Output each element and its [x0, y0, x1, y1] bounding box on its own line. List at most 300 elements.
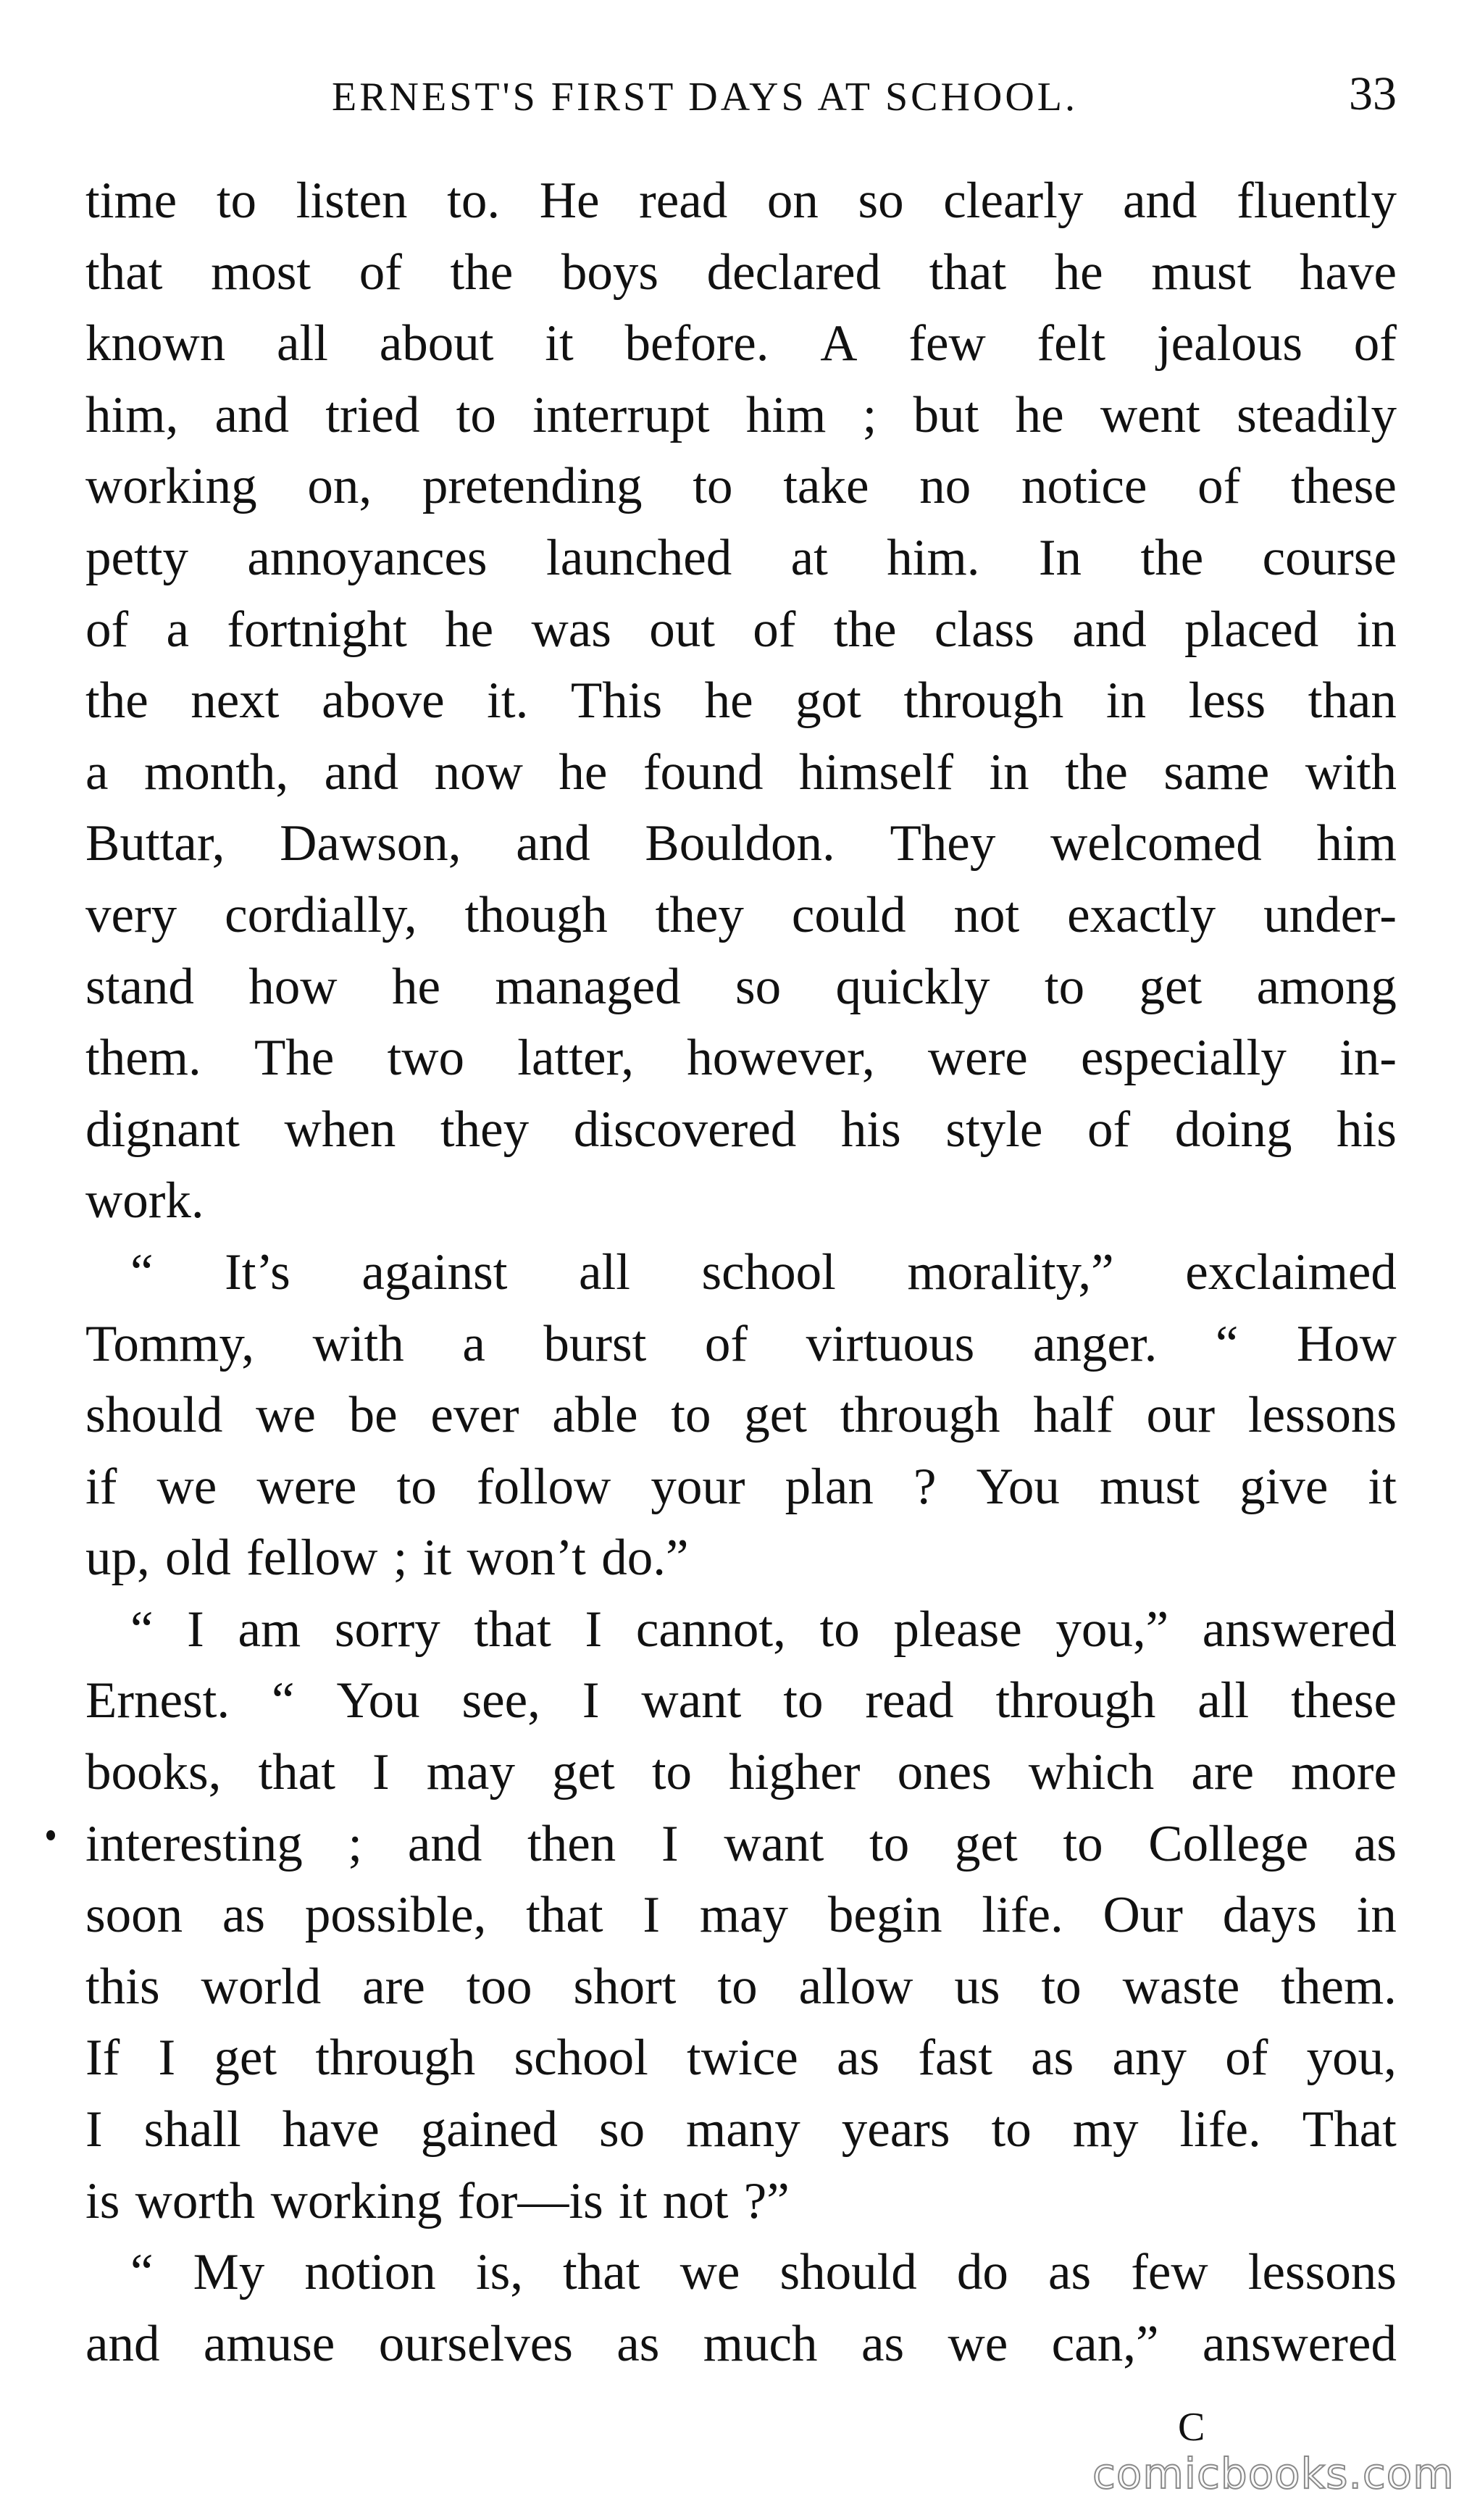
text-word: known	[85, 315, 226, 372]
text-word: do.”	[601, 1530, 689, 1587]
text-word: am	[238, 1601, 301, 1658]
text-word: same	[1163, 743, 1270, 801]
text-word: to	[819, 1601, 860, 1658]
text-word: to	[396, 1458, 437, 1515]
text-word: It’s	[225, 1243, 290, 1301]
text-word: give	[1239, 1458, 1329, 1515]
text-word: to	[693, 458, 733, 515]
text-word: read	[639, 172, 728, 229]
text-word: they	[655, 886, 744, 943]
text-word: Dawson,	[280, 815, 461, 872]
text-word: it	[1368, 1458, 1397, 1515]
text-line	[85, 1522, 1397, 1594]
text-word: of	[1197, 458, 1241, 515]
text-word: are	[362, 1958, 425, 2015]
text-word: You	[976, 1458, 1060, 1515]
text-word: he	[1054, 243, 1103, 301]
text-word: answered	[1202, 2315, 1397, 2372]
text-line	[85, 1237, 1397, 1309]
text-word: How	[1296, 1315, 1397, 1372]
text-word: They	[890, 815, 996, 872]
text-word: we	[156, 1458, 217, 1515]
text-word: as	[616, 2315, 660, 2372]
text-word: through	[840, 1387, 1000, 1444]
text-word: to	[1063, 1815, 1103, 1872]
text-word: working	[85, 458, 257, 515]
text-word: so	[598, 2101, 645, 2158]
text-word: to.	[447, 172, 501, 229]
text-line	[85, 1951, 1397, 2023]
text-word: then	[527, 1815, 616, 1872]
text-word: we	[679, 2244, 740, 2301]
text-line	[85, 1594, 1397, 1666]
text-word: through	[903, 672, 1064, 730]
text-line	[85, 1094, 1397, 1166]
text-word: were	[256, 1458, 357, 1515]
text-word: of	[753, 601, 796, 658]
text-word: If	[85, 2029, 120, 2087]
text-word: under-	[1263, 886, 1397, 943]
text-word: however,	[687, 1030, 875, 1087]
text-word: “	[130, 1601, 154, 1658]
text-line	[85, 1808, 1397, 1880]
text-word: short	[573, 1958, 677, 2015]
text-word: his	[1337, 1101, 1397, 1158]
text-word: pretending	[422, 458, 643, 515]
text-word: of	[1353, 315, 1397, 372]
text-word: and	[516, 815, 590, 872]
text-word: with	[1305, 743, 1397, 801]
text-word: in-	[1339, 1030, 1397, 1087]
text-word: course	[1262, 529, 1397, 586]
text-word: were	[927, 1030, 1028, 1087]
text-word: it.	[487, 672, 529, 730]
text-word: as	[837, 2029, 880, 2087]
text-word: with	[312, 1315, 404, 1372]
text-word: to	[869, 1815, 910, 1872]
text-word: about	[379, 315, 494, 372]
text-word: ones	[897, 1744, 992, 1801]
text-word: won’t	[467, 1530, 586, 1587]
text-word: working	[270, 2172, 443, 2229]
watermark: comicbooks.com	[1092, 2449, 1455, 2498]
text-word: these	[1291, 458, 1397, 515]
text-word: A	[820, 315, 858, 372]
text-word: a	[462, 1315, 485, 1372]
text-word: them.	[1281, 1958, 1397, 2015]
text-word: doing	[1174, 1101, 1292, 1158]
text-word: we	[256, 1387, 316, 1444]
text-word: at	[790, 529, 828, 586]
text-word: out	[649, 601, 715, 658]
text-word: it	[422, 1530, 452, 1587]
text-word: want	[724, 1815, 824, 1872]
text-word: especially	[1081, 1030, 1287, 1087]
text-word: that	[474, 1601, 551, 1658]
text-word: dignant	[85, 1101, 240, 1158]
text-word: as	[1031, 2029, 1074, 2087]
text-word: that	[526, 1887, 603, 1944]
text-word: get	[954, 1815, 1018, 1872]
text-word: all	[1197, 1672, 1250, 1730]
text-word: he	[704, 672, 753, 730]
text-word: anger.	[1032, 1315, 1158, 1372]
text-word: days	[1222, 1887, 1317, 1944]
text-word: fluently	[1237, 172, 1397, 229]
text-word: fortnight	[227, 601, 407, 658]
text-word: is	[85, 2172, 120, 2229]
text-word: half	[1033, 1387, 1113, 1444]
text-word: world	[201, 1958, 322, 2015]
text-word: must	[1151, 243, 1252, 301]
text-line	[85, 1022, 1397, 1094]
text-word: interrupt	[532, 386, 710, 443]
text-word: the	[1065, 743, 1128, 801]
text-word: This	[570, 672, 663, 730]
text-word: be	[348, 1387, 398, 1444]
text-word: he	[391, 958, 440, 1015]
text-word: boys	[561, 243, 658, 301]
text-word: not	[953, 886, 1020, 943]
text-word: to	[991, 2101, 1032, 2158]
text-word: work.	[85, 1172, 204, 1230]
page-number: 33	[1349, 67, 1397, 120]
text-word: “	[1215, 1315, 1239, 1372]
text-word: as	[861, 2315, 905, 2372]
text-word: they	[440, 1101, 530, 1158]
text-word: him.	[887, 529, 980, 586]
text-word: I	[661, 1815, 679, 1872]
running-title: ERNEST'S FIRST DAYS AT SCHOOL.	[332, 75, 1078, 120]
text-word: answered	[1202, 1601, 1397, 1658]
text-word: “	[130, 2244, 154, 2301]
text-word: through	[995, 1672, 1156, 1730]
text-word: so	[735, 958, 782, 1015]
text-word: tried	[325, 386, 420, 443]
text-word: us	[954, 1958, 1000, 2015]
text-word: style	[945, 1101, 1043, 1158]
text-word: and	[85, 2315, 160, 2372]
text-word: waste	[1122, 1958, 1240, 2015]
text-word: all	[579, 1243, 630, 1301]
text-word: to	[783, 1672, 824, 1730]
text-word: this	[85, 1958, 160, 2015]
text-word: interesting	[85, 1815, 303, 1872]
text-word: Buttar,	[85, 815, 225, 872]
text-word: class	[934, 601, 1034, 658]
text-line	[85, 308, 1397, 380]
text-word: could	[791, 886, 906, 943]
text-word: them.	[85, 1030, 201, 1087]
text-word: how	[248, 958, 338, 1015]
text-word: to	[651, 1744, 693, 1801]
text-word: found	[643, 743, 764, 801]
text-word: among	[1256, 958, 1397, 1015]
text-word: against	[361, 1243, 508, 1301]
text-word: amuse	[203, 2315, 335, 2372]
text-word: ;	[393, 1530, 408, 1587]
text-line	[85, 522, 1397, 594]
text-word: begin	[827, 1887, 942, 1944]
text-word: time	[85, 172, 177, 229]
text-word: cannot,	[635, 1601, 786, 1658]
text-word: him	[745, 386, 827, 443]
text-line	[85, 2094, 1397, 2166]
text-word: are	[1191, 1744, 1255, 1801]
text-word: declared	[706, 243, 882, 301]
text-word: the	[85, 672, 149, 730]
text-word: launched	[545, 529, 732, 586]
text-word: listen	[296, 172, 408, 229]
text-word: above	[322, 672, 445, 730]
text-word: was	[531, 601, 611, 658]
text-word: he	[1015, 386, 1064, 443]
text-word: his	[840, 1101, 901, 1158]
text-word: get	[552, 1744, 615, 1801]
text-word: I	[158, 2029, 176, 2087]
text-word: able	[552, 1387, 638, 1444]
text-word: College	[1148, 1815, 1309, 1872]
text-word: read	[865, 1672, 954, 1730]
text-word: before.	[624, 315, 769, 372]
text-line	[85, 1309, 1397, 1380]
text-word: him	[1316, 815, 1397, 872]
text-word: in	[1105, 672, 1147, 730]
text-word: our	[1146, 1387, 1216, 1444]
text-word: In	[1038, 529, 1082, 586]
text-word: and	[214, 386, 289, 443]
text-word: should	[779, 2244, 917, 2301]
text-word: the	[1140, 529, 1204, 586]
text-word: should	[85, 1387, 223, 1444]
text-word: plan	[785, 1458, 874, 1515]
text-word: these	[1291, 1672, 1397, 1730]
text-word: felt	[1037, 315, 1106, 372]
text-word: cordially,	[225, 886, 417, 943]
text-word: I	[582, 1672, 600, 1730]
text-word: of	[359, 243, 402, 301]
text-word: which	[1028, 1744, 1155, 1801]
text-word: you,”	[1055, 1601, 1169, 1658]
text-line	[85, 2237, 1397, 2308]
text-word: sorry	[334, 1601, 440, 1658]
text-word: latter,	[517, 1030, 635, 1087]
text-word: life.	[982, 1887, 1063, 1944]
text-word: Bouldon.	[645, 815, 835, 872]
text-word: of	[1087, 1101, 1131, 1158]
text-word: so	[858, 172, 904, 229]
text-word: see,	[461, 1672, 540, 1730]
text-word: morality,”	[907, 1243, 1114, 1301]
text-word: him,	[85, 386, 179, 443]
text-word: of	[85, 601, 129, 658]
text-word: higher	[729, 1744, 861, 1801]
text-word: have	[282, 2101, 380, 2158]
text-word: ?	[913, 1458, 937, 1515]
text-word: steadily	[1237, 386, 1397, 443]
text-word: the	[833, 601, 897, 658]
text-line	[85, 1380, 1397, 1451]
text-word: lessons	[1247, 2244, 1397, 2301]
text-word: most	[211, 243, 311, 301]
text-word: burst	[543, 1315, 647, 1372]
text-word: shall	[143, 2101, 241, 2158]
text-line	[85, 1879, 1397, 1951]
text-word: many	[686, 2101, 800, 2158]
text-word: I	[372, 1744, 390, 1801]
text-line	[85, 165, 1397, 237]
text-word: follow	[476, 1458, 611, 1515]
text-word: discovered	[573, 1101, 797, 1158]
text-word: gained	[420, 2101, 558, 2158]
text-word: he	[445, 601, 494, 658]
text-line	[85, 2022, 1397, 2094]
text-word: and	[1072, 601, 1147, 658]
text-word: now	[434, 743, 523, 801]
text-word: school	[701, 1243, 836, 1301]
text-word: notion	[304, 2244, 436, 2301]
text-word: as	[222, 1887, 266, 1944]
text-word: The	[254, 1030, 335, 1087]
text-word: old	[165, 1530, 231, 1587]
text-word: on,	[307, 458, 372, 515]
text-word: few	[1131, 2244, 1208, 2301]
text-line	[85, 594, 1397, 666]
text-word: exclaimed	[1185, 1243, 1397, 1301]
text-word: that	[85, 243, 163, 301]
text-line	[85, 1451, 1397, 1523]
text-word: possible,	[304, 1887, 487, 1944]
text-word: please	[893, 1601, 1022, 1658]
text-word: “	[130, 1243, 154, 1301]
text-word: all	[277, 315, 328, 372]
signature-mark: C	[1178, 2405, 1205, 2450]
text-word: to	[456, 386, 496, 443]
text-line	[85, 380, 1397, 451]
text-word: not	[662, 2172, 729, 2229]
text-word: and	[1122, 172, 1197, 229]
text-word: placed	[1184, 601, 1319, 658]
text-word: as	[1353, 1815, 1397, 1872]
text-word: worth	[135, 2172, 256, 2229]
text-word: have	[1299, 243, 1397, 301]
text-line	[85, 665, 1397, 737]
text-word: ourselves	[378, 2315, 573, 2372]
text-word: I	[643, 1887, 661, 1944]
text-word: twice	[687, 2029, 798, 2087]
text-word: no	[919, 458, 971, 515]
text-word: must	[1099, 1458, 1200, 1515]
text-word: can,”	[1051, 2315, 1159, 2372]
text-word: that	[563, 2244, 640, 2301]
text-word: get	[214, 2029, 277, 2087]
text-line	[85, 237, 1397, 309]
text-word: through	[315, 2029, 476, 2087]
text-word: allow	[798, 1958, 913, 2015]
text-word: few	[908, 315, 986, 372]
text-word: notice	[1021, 458, 1147, 515]
text-word: ;	[348, 1815, 363, 1872]
text-word: went	[1100, 386, 1200, 443]
text-word: ;	[862, 386, 877, 443]
text-word: your	[651, 1458, 745, 1515]
text-word: though	[464, 886, 608, 943]
text-word: a	[166, 601, 189, 658]
text-word: to	[1041, 1958, 1082, 2015]
text-word: welcomed	[1050, 815, 1262, 872]
text-word: is,	[475, 2244, 523, 2301]
text-word: I	[585, 1601, 603, 1658]
text-line	[85, 2308, 1397, 2380]
text-word: my	[1072, 2101, 1139, 2158]
text-word: you,	[1306, 2029, 1397, 2087]
text-line	[85, 737, 1397, 809]
text-word: in	[1356, 1887, 1397, 1944]
text-word: want	[641, 1672, 742, 1730]
text-word: school	[514, 2029, 648, 2087]
text-word: may	[699, 1887, 789, 1944]
text-line	[85, 451, 1397, 522]
text-word: stand	[85, 958, 194, 1015]
text-word: clearly	[943, 172, 1084, 229]
text-word: to	[671, 1387, 711, 1444]
text-word: when	[284, 1101, 396, 1158]
text-line	[85, 2166, 1397, 2237]
text-line	[85, 1665, 1397, 1737]
text-word: virtuous	[806, 1315, 975, 1372]
text-word: up,	[85, 1530, 150, 1587]
text-word: as	[1047, 2244, 1092, 2301]
text-word: but	[913, 386, 979, 443]
text-word: managed	[495, 958, 681, 1015]
text-line	[85, 1737, 1397, 1808]
text-word: quickly	[835, 958, 990, 1015]
text-line	[85, 880, 1397, 951]
text-word: get	[1139, 958, 1203, 1015]
text-word: on	[766, 172, 819, 229]
text-word: that	[258, 1744, 335, 1801]
running-head	[85, 67, 1397, 132]
text-word: petty	[85, 529, 188, 586]
text-word: and	[324, 743, 399, 801]
text-word: month,	[143, 743, 289, 801]
text-word: more	[1291, 1744, 1397, 1801]
text-word: it	[619, 2172, 648, 2229]
text-word: years	[841, 2101, 950, 2158]
text-word: may	[426, 1744, 515, 1801]
text-word: than	[1308, 672, 1397, 730]
text-word: ?”	[743, 2172, 790, 2229]
text-word: it	[545, 315, 574, 372]
text-word: books,	[85, 1744, 222, 1801]
text-word: he	[559, 743, 608, 801]
text-word: much	[703, 2315, 818, 2372]
text-word: in	[989, 743, 1029, 801]
text-word: annoyances	[247, 529, 488, 586]
text-word: soon	[85, 1887, 183, 1944]
text-word: next	[191, 672, 280, 730]
text-word: to	[1044, 958, 1085, 1015]
text-word: That	[1302, 2101, 1397, 2158]
text-word: to	[717, 1958, 758, 2015]
text-word: do	[956, 2244, 1008, 2301]
ink-speck	[46, 1830, 55, 1840]
text-line	[85, 808, 1397, 880]
text-word: that	[929, 243, 1007, 301]
text-word: of	[704, 1315, 748, 1372]
text-word: for—is	[457, 2172, 603, 2229]
text-word: exactly	[1067, 886, 1216, 943]
